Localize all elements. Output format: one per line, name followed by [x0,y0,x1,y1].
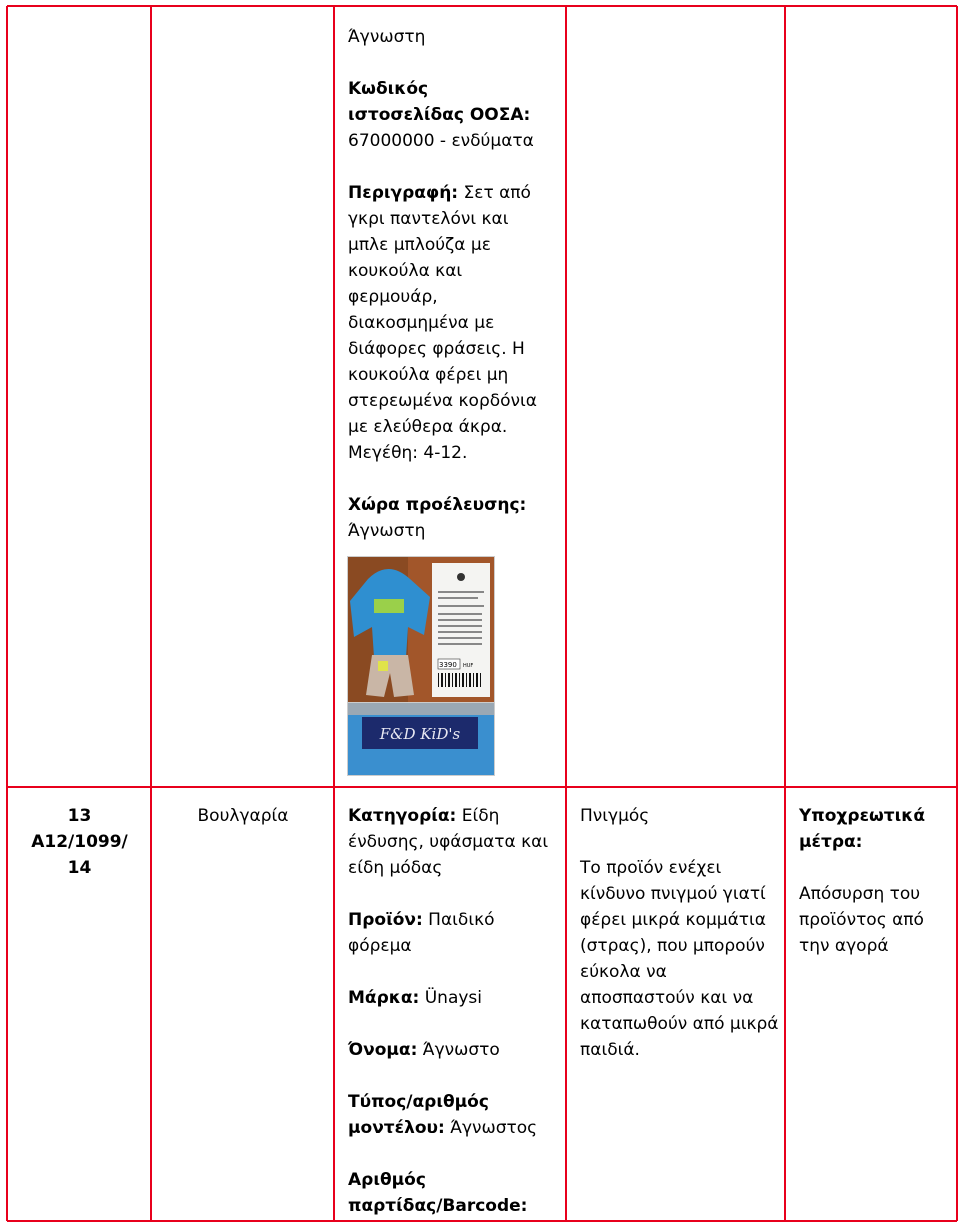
unknown-top: Άγνωστη [348,27,426,47]
name [348,1037,560,1063]
description-label: Περιγραφή: [348,183,459,203]
measures-cell [799,803,951,959]
model-value: Άγνωστος [450,1118,538,1138]
ref-cell [8,803,151,881]
oecd-code-label: Κωδικός ιστοσελίδας ΟΟΣΑ: [348,79,531,125]
risk-description: Το προϊόν ενέχει κίνδυνο πνιγμού γιατί φέρει μικρά κομμάτια (στρας), που μπορούν εύκολα να αποσπαστούν και να καταπωθούν από μικρά παιδιά. [580,858,779,1060]
description-value: Σετ από γκρι παντελόνι και μπλε μπλούζα με κουκούλα και φερμουάρ, διακοσμημένα με διάφορες φράσεις. Η κουκούλα φέρει μη στερεωμένα κορδόνια με ελεύθερα άκρα. Μεγέθη: 4-12. [348,183,537,463]
country: Βουλγαρία [197,806,289,826]
product-info-cell [348,803,560,1219]
brand-label-text: F&D KiD's [379,725,461,743]
model-label: Τύπος/αριθμός μοντέλου: [348,1092,489,1138]
measures-label: Υποχρεωτικά μέτρα: [799,806,926,852]
product-photo [347,556,495,704]
measures-value: Απόσυρση του προϊόντος από την αγορά [799,884,924,956]
origin-value: Άγνωστη [348,521,426,541]
photo-currency: HUF [463,663,474,669]
product-value: Παιδικό φόρεμα [348,910,495,956]
brand-label: Μάρκα: [348,988,420,1008]
risk-type: Πνιγμός [580,806,650,826]
batch-label: Αριθμός παρτίδας/Barcode: [348,1170,528,1216]
top-details-cell [348,24,548,544]
oecd-code [348,76,548,154]
category [348,803,560,881]
product [348,907,560,959]
category-value: Είδη ένδυσης, υφάσματα και είδη μόδας [348,806,549,878]
origin-label: Χώρα προέλευσης: [348,495,527,515]
country-cell [152,803,334,829]
brand-value: Ünaysi [424,988,483,1008]
item-number: 13 [67,806,92,826]
category-label: Κατηγορία: [348,806,457,826]
ref-number-tail: 14 [67,858,92,878]
ref-number: A12/1099/ [31,832,128,852]
photo-price: 3390 [439,661,457,669]
risk-cell [580,803,780,1063]
oecd-code-value: 67000000 - ενδύματα [348,131,534,151]
name-value: Άγνωστο [422,1040,500,1060]
brand-label-photo [347,702,495,776]
name-label: Όνομα: [348,1040,418,1060]
model [348,1089,560,1141]
product-label: Προϊόν: [348,910,423,930]
brand [348,985,560,1011]
description [348,180,548,466]
